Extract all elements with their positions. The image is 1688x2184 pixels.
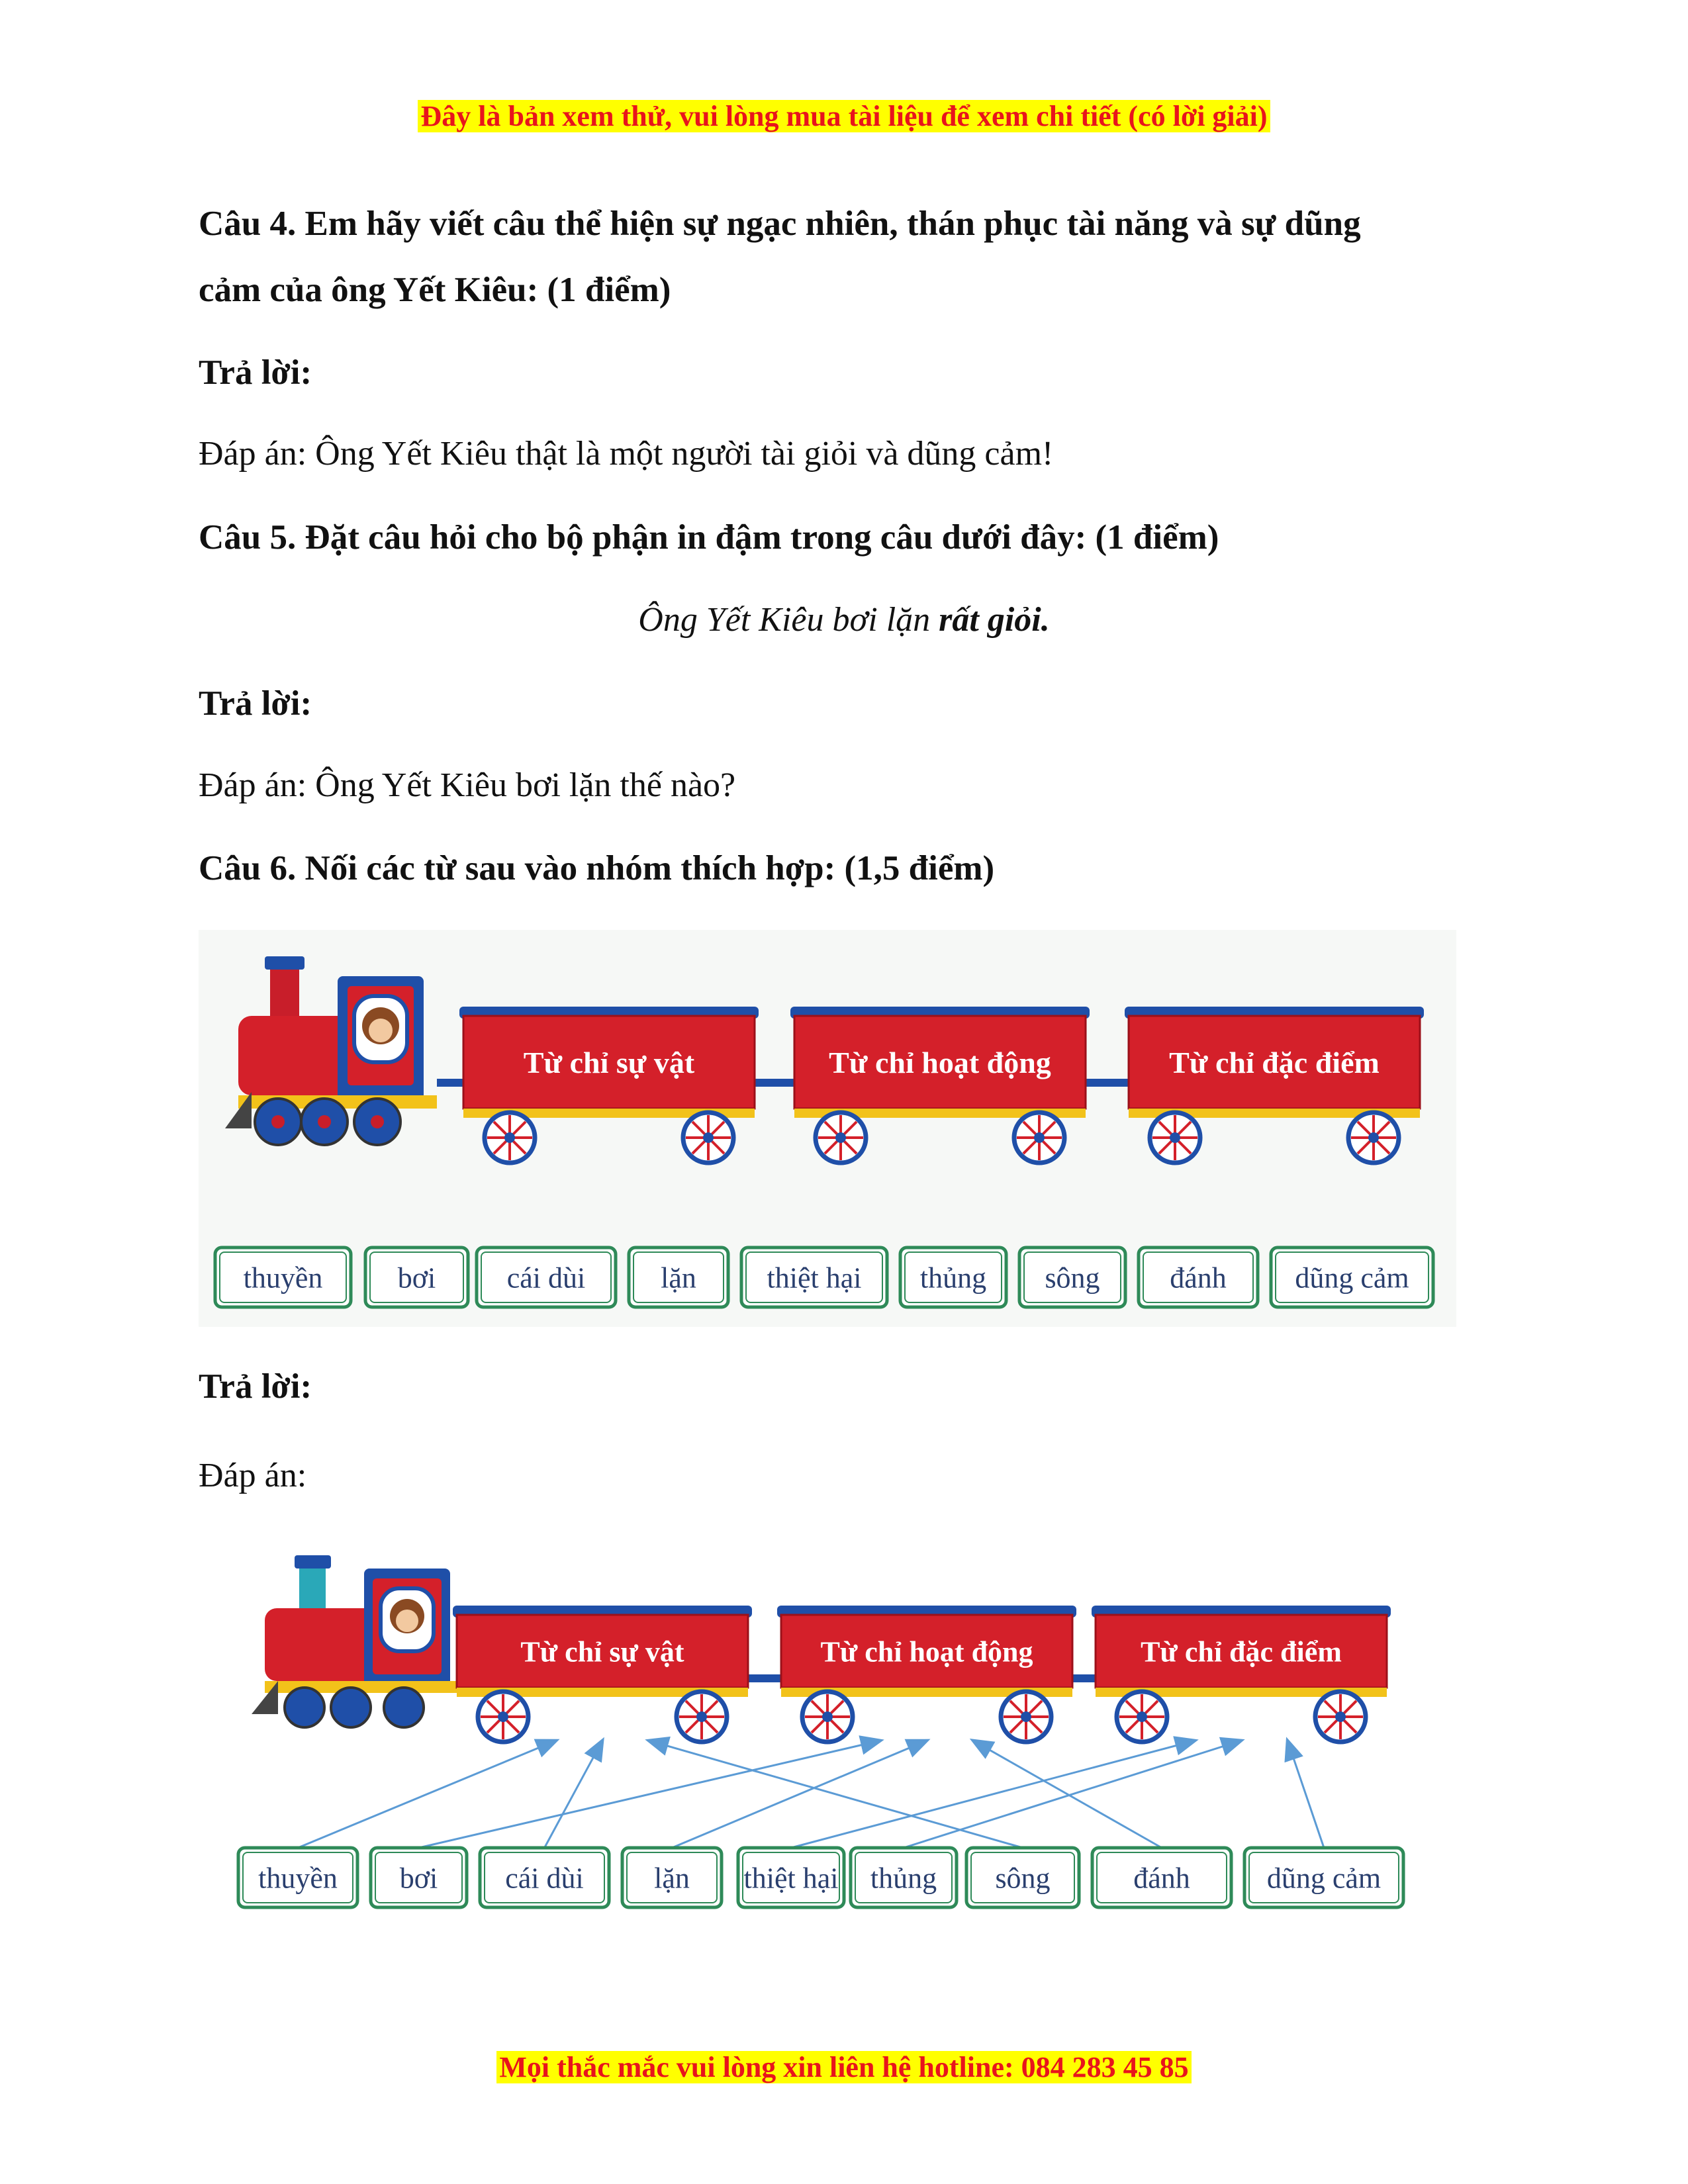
- q4-answer-heading: Trả lời:: [199, 353, 312, 392]
- train-figure-question: [199, 930, 1456, 1327]
- q6-answer-heading: Trả lời:: [199, 1367, 312, 1406]
- a-wagon-label-3: Từ chỉ đặc điểm: [1141, 1635, 1342, 1668]
- a-wagon-2: [777, 1606, 1076, 1742]
- a-wagon-label-2: Từ chỉ hoạt động: [820, 1635, 1033, 1668]
- q-wagon-label-3: Từ chỉ đặc điểm: [1169, 1046, 1380, 1080]
- q-word-card-5: [741, 1248, 887, 1307]
- q6-title: Câu 6. Nối các từ sau vào nhóm thích hợp: (1,5 điểm): [199, 849, 995, 887]
- preview-banner-text: Đây là bản xem thử, vui lòng mua tài liệu để xem chi tiết (có lời giải): [418, 100, 1270, 132]
- a-word-label-3: cái dùi: [505, 1862, 584, 1895]
- a-word-card-9: [1244, 1848, 1403, 1907]
- a-word-label-9: dũng cảm: [1266, 1862, 1382, 1895]
- preview-banner: [0, 99, 1688, 133]
- a-word-label-8: đánh: [1133, 1862, 1190, 1895]
- a-word-card-1: [238, 1848, 357, 1907]
- q-word-card-8: [1139, 1248, 1258, 1307]
- wagons-answer: [453, 1606, 1391, 1742]
- a-word-card-5: [738, 1848, 844, 1907]
- locomotive: [225, 956, 437, 1145]
- word-cards-question: [215, 1248, 1433, 1307]
- match-arrow: [904, 1741, 1241, 1848]
- q-word-card-3: [477, 1248, 616, 1307]
- a-word-label-2: bơi: [399, 1862, 438, 1895]
- q5-sentence: [0, 597, 1688, 643]
- q4-title-line1: Câu 4. Em hãy viết câu thể hiện sự ngạc nhiên, thán phục tài năng và sự dũng: [199, 205, 1361, 243]
- q-word-label-8: đánh: [1170, 1261, 1227, 1295]
- q5-sentence-normal: Ông Yết Kiêu bơi lặn: [638, 601, 939, 639]
- q-word-card-1: [215, 1248, 351, 1307]
- q-word-label-9: dũng cảm: [1295, 1261, 1409, 1295]
- a-wagon-3: [1092, 1606, 1391, 1742]
- a-word-card-8: [1092, 1848, 1231, 1907]
- q-wagon-2: [790, 1007, 1090, 1163]
- a-word-label-6: thủng: [870, 1862, 937, 1895]
- train-figure-answer: [232, 1542, 1423, 1933]
- q4-title-line2: cảm của ông Yết Kiêu: (1 điểm): [199, 271, 671, 309]
- q-word-label-3: cái dùi: [506, 1261, 586, 1295]
- a-word-label-4: lặn: [654, 1862, 690, 1895]
- q5-sentence-bold: rất giỏi: [939, 601, 1041, 639]
- word-cards-answer: [238, 1848, 1403, 1907]
- hotline-banner-text: Mọi thắc mắc vui lòng xin liên hệ hotline: 084 283 45 85: [496, 2051, 1191, 2083]
- q-word-label-2: bơi: [397, 1261, 436, 1295]
- hotline-banner: [0, 2050, 1688, 2084]
- match-arrow: [1288, 1741, 1324, 1848]
- a-word-card-7: [966, 1848, 1079, 1907]
- a-wagon-1: [453, 1606, 752, 1742]
- q5-answer: Đáp án: Ông Yết Kiêu bơi lặn thế nào?: [199, 766, 736, 804]
- match-arrow: [672, 1741, 927, 1848]
- locomotive-answer: [252, 1555, 463, 1727]
- q-word-card-7: [1019, 1248, 1125, 1307]
- q-wagon-3: [1125, 1007, 1424, 1163]
- q6-answer-label: Đáp án:: [199, 1457, 307, 1494]
- q-word-label-5: thiệt hại: [767, 1261, 862, 1295]
- match-arrow: [649, 1741, 1023, 1848]
- wagons-question: [459, 1007, 1424, 1163]
- a-word-card-6: [851, 1848, 957, 1907]
- q-wagon-label-2: Từ chỉ hoạt động: [829, 1046, 1051, 1080]
- q4-answer: Đáp án: Ông Yết Kiêu thật là một người tài giỏi và dũng cảm!: [199, 435, 1054, 473]
- q5-title: Câu 5. Đặt câu hỏi cho bộ phận in đậm trong câu dưới đây: (1 điểm): [199, 518, 1219, 557]
- match-arrow: [545, 1741, 603, 1848]
- a-word-card-4: [622, 1848, 722, 1907]
- q-word-card-9: [1271, 1248, 1433, 1307]
- q-wagon-label-1: Từ chỉ sự vật: [523, 1046, 695, 1080]
- match-arrow: [419, 1741, 881, 1848]
- q-word-card-6: [900, 1248, 1006, 1307]
- q5-answer-heading: Trả lời:: [199, 684, 312, 723]
- a-word-label-7: sông: [995, 1862, 1051, 1895]
- q-word-label-6: thủng: [919, 1261, 987, 1295]
- q5-sentence-end: .: [1041, 601, 1050, 639]
- match-arrows: [298, 1741, 1324, 1848]
- q-word-card-4: [629, 1248, 728, 1307]
- a-word-card-2: [371, 1848, 467, 1907]
- a-wagon-label-1: Từ chỉ sự vật: [520, 1635, 684, 1668]
- q-word-label-7: sông: [1045, 1261, 1100, 1295]
- q-wagon-1: [459, 1007, 759, 1163]
- match-arrow: [298, 1741, 556, 1848]
- q-word-label-4: lặn: [661, 1261, 696, 1295]
- a-word-card-3: [480, 1848, 609, 1907]
- q-word-card-2: [365, 1248, 468, 1307]
- a-word-label-1: thuyền: [258, 1862, 338, 1895]
- a-word-label-5: thiệt hại: [743, 1862, 839, 1895]
- q-word-label-1: thuyền: [243, 1261, 323, 1295]
